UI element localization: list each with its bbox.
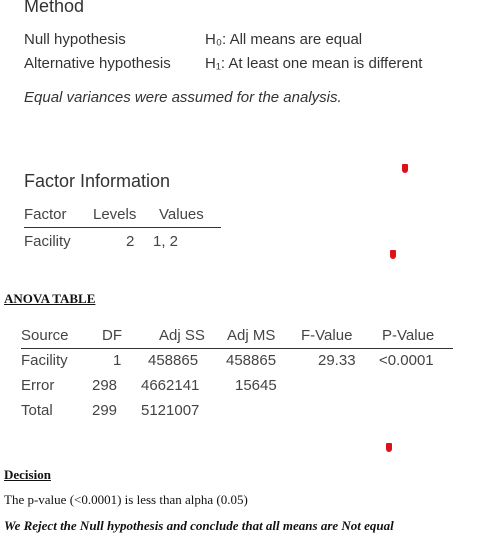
anova-header-adj-ms: Adj MS	[227, 327, 276, 344]
decision-text: The p-value (<0.0001) is less than alpha (0.05)	[4, 492, 248, 507]
factor-information-title: Factor Information	[24, 171, 171, 191]
table-row-f-value: 29.33	[318, 352, 356, 369]
table-row-df: 298	[92, 377, 118, 394]
null-hypothesis-label: Null hypothesis	[24, 31, 126, 48]
table-row-source: Total	[21, 402, 53, 419]
factor-header-factor: Factor	[24, 206, 67, 223]
table-row-adj-ms: 458865	[226, 352, 277, 369]
anova-header-rule	[21, 348, 453, 349]
table-row-p-value: <0.0001	[379, 352, 434, 369]
decision-heading: Decision	[4, 467, 51, 482]
factor-cell-values: 1, 2	[153, 233, 179, 250]
anova-header-p-value: P-Value	[382, 327, 435, 344]
table-row-adj-ss: 4662141	[141, 377, 200, 394]
anova-header-f-value: F-Value	[301, 327, 353, 344]
factor-cell-levels: 2	[126, 233, 135, 250]
alternative-hypothesis-value: H₁: At least one mean is different	[205, 55, 423, 72]
method-title: Method	[24, 0, 85, 16]
red-marker-icon	[390, 250, 396, 259]
factor-header-rule	[24, 227, 221, 228]
table-row-adj-ss: 458865	[148, 352, 199, 369]
table-row-source: Facility	[21, 352, 68, 369]
anova-header-adj-ss: Adj SS	[159, 327, 205, 344]
factor-header-values: Values	[159, 206, 204, 223]
table-row-adj-ss: 5121007	[141, 402, 200, 419]
conclusion-text: We Reject the Null hypothesis and conclude that all means are Not equal	[4, 518, 394, 533]
table-row-df: 299	[92, 402, 118, 419]
red-marker-icon	[402, 164, 408, 173]
anova-heading: ANOVA TABLE	[4, 291, 96, 306]
factor-cell-factor: Facility	[24, 233, 71, 250]
table-row-df: 1	[113, 352, 122, 369]
red-marker-icon	[386, 443, 392, 452]
factor-header-levels: Levels	[93, 206, 137, 223]
table-row-adj-ms: 15645	[235, 377, 277, 394]
alternative-hypothesis-label: Alternative hypothesis	[24, 55, 171, 72]
anova-header-source: Source	[21, 327, 69, 344]
null-hypothesis-value: H₀: All means are equal	[205, 31, 363, 48]
anova-header-df: DF	[102, 327, 122, 344]
table-row-source: Error	[21, 377, 55, 394]
equal-variances-note: Equal variances were assumed for the analysis.	[24, 89, 342, 106]
